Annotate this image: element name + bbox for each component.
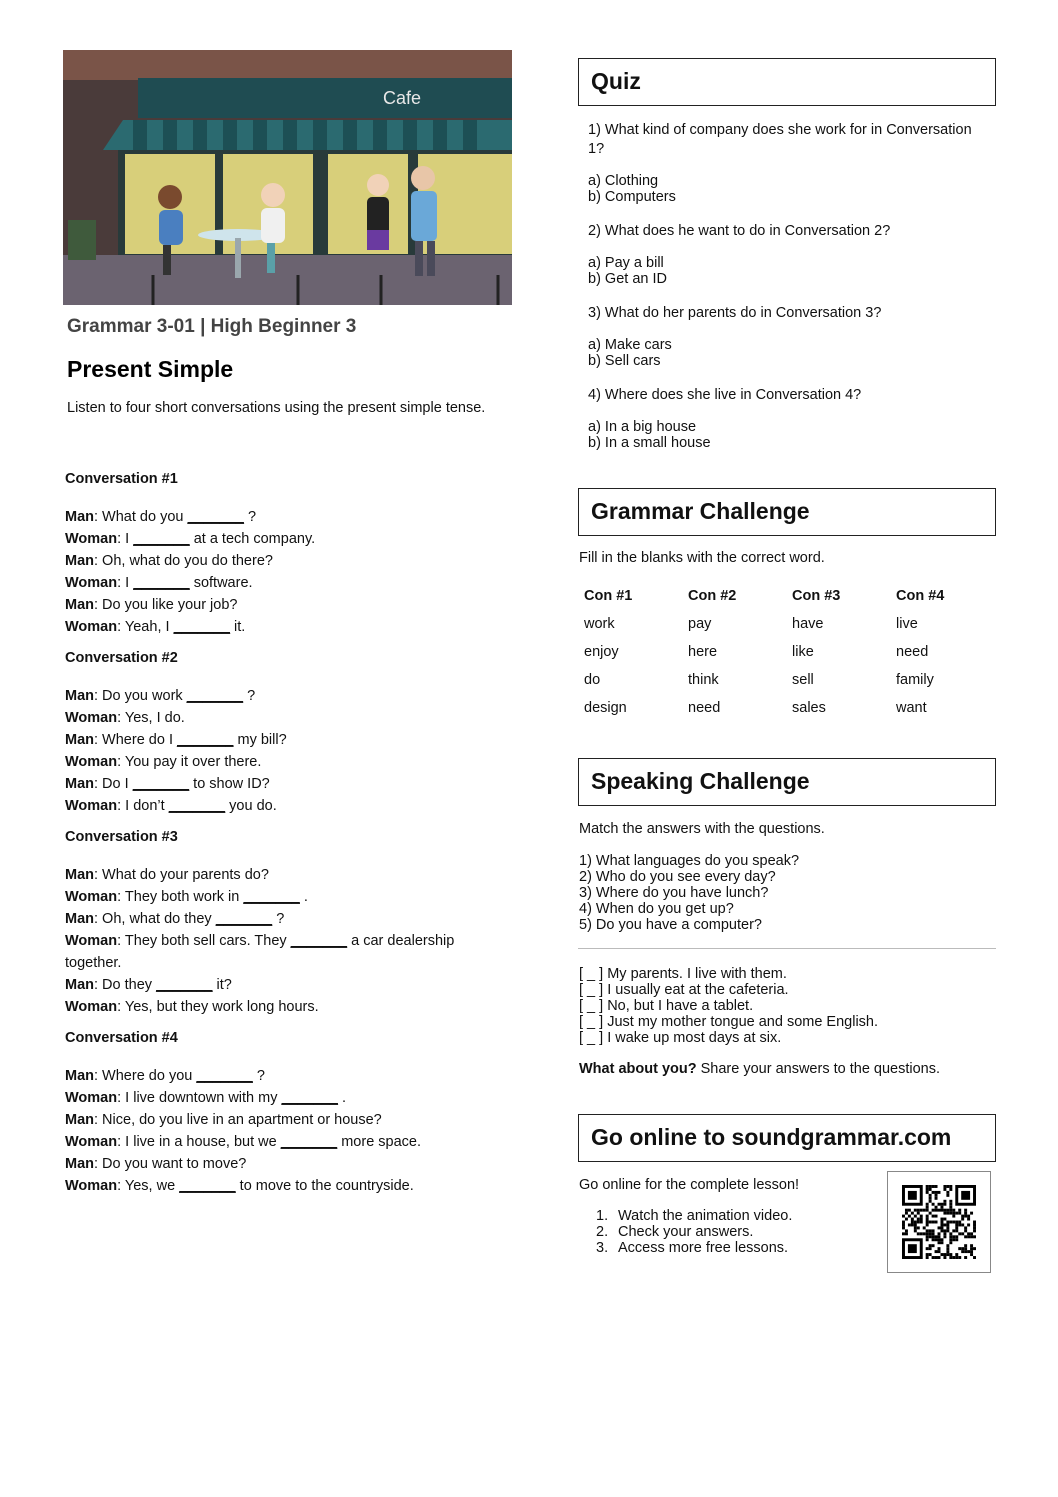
word-cell: need <box>896 644 929 660</box>
cafe-sign-text: Cafe <box>383 88 422 108</box>
line-text-after: ? <box>243 688 256 704</box>
word-cell: live <box>896 616 918 632</box>
dialogue-line <box>65 1131 505 1153</box>
dialogue-line <box>65 1109 505 1131</box>
step-text: Watch the animation video. <box>618 1208 793 1224</box>
online-step <box>596 1208 792 1224</box>
line-text: : Oh, what do you do there? <box>94 553 273 569</box>
speaker-name: Man <box>65 977 94 993</box>
what-about-label: What about you? <box>579 1061 697 1077</box>
step-text: Check your answers. <box>618 1224 754 1240</box>
dialogue-line <box>65 506 505 528</box>
dialogue-line <box>65 528 505 550</box>
online-step <box>596 1240 792 1256</box>
column-header: Con #4 <box>896 588 945 604</box>
line-text: : I <box>117 575 134 591</box>
speaker-name: Woman <box>65 754 118 770</box>
table-row <box>578 694 994 722</box>
dialogue-line <box>65 795 505 817</box>
step-number: 3. <box>596 1240 609 1256</box>
quiz-heading: Quiz <box>578 58 996 106</box>
dialogue-line <box>65 886 505 908</box>
quiz-question: 3) What do her parents do in Conversation 3? <box>588 305 882 321</box>
speaker-name: Woman <box>65 999 118 1015</box>
divider <box>578 948 996 949</box>
quiz-questions <box>588 121 988 468</box>
line-text-after: at a tech company. <box>189 531 316 547</box>
step-number: 2. <box>596 1224 609 1240</box>
dialogue-line <box>65 1175 505 1197</box>
fill-blank[interactable]: _______ <box>281 1090 338 1106</box>
speaker-name: Woman <box>65 889 118 905</box>
speaking-question: 2) Who do you see every day? <box>579 869 776 885</box>
word-cell: sales <box>792 700 826 716</box>
speaker-name: Man <box>65 1156 94 1172</box>
lesson-subtitle: Grammar 3-01 | High Beginner 3 <box>67 316 357 337</box>
lesson-intro: Listen to four short conversations using the present simple tense. <box>67 400 486 416</box>
fill-blank[interactable]: _______ <box>177 732 234 748</box>
line-text: : Yes, I do. <box>117 710 185 726</box>
speaking-answer[interactable]: [ _ ] No, but I have a tablet. <box>579 998 754 1014</box>
speaking-challenge-heading: Speaking Challenge <box>578 758 996 806</box>
speaker-name: Man <box>65 597 94 613</box>
speaker-name: Man <box>65 1112 94 1128</box>
speaker-name: Woman <box>65 933 118 949</box>
word-bank-table <box>578 582 994 722</box>
word-cell: work <box>584 616 615 632</box>
line-text-after: my bill? <box>233 732 287 748</box>
dialogue-line <box>65 773 505 795</box>
step-number: 1. <box>596 1208 609 1224</box>
speaking-answer[interactable]: [ _ ] Just my mother tongue and some English. <box>579 1014 879 1030</box>
what-about-you <box>579 1061 940 1077</box>
speaker-name: Man <box>65 867 94 883</box>
line-text: : You pay it over there. <box>117 754 262 770</box>
line-text: : What do your parents do? <box>94 867 269 883</box>
speaker-name: Man <box>65 776 94 792</box>
what-about-text: Share your answers to the questions. <box>696 1061 941 1077</box>
lesson-title: Present Simple <box>67 356 234 382</box>
fill-blank[interactable]: _______ <box>186 688 244 704</box>
table-row <box>578 666 994 694</box>
line-text: : Do they <box>94 977 157 993</box>
speaker-name: Woman <box>65 619 118 635</box>
line-text-after: it. <box>230 619 246 635</box>
line-text: : I live in a house, but we <box>117 1134 281 1150</box>
go-online-heading: Go online to soundgrammar.com <box>578 1114 996 1162</box>
online-step <box>596 1224 792 1240</box>
speaker-name: Woman <box>65 1178 118 1194</box>
word-cell: design <box>584 700 627 716</box>
line-text-after: it? <box>212 977 232 993</box>
line-text-after: ? <box>272 911 285 927</box>
dialogue-line <box>65 751 505 773</box>
line-text: : They both sell cars. They <box>117 933 291 949</box>
go-online-text: Go online for the complete lesson! <box>579 1177 800 1193</box>
conversation-heading: Conversation #1 <box>65 471 178 487</box>
dialogue-line <box>65 550 505 572</box>
speaking-question: 4) When do you get up? <box>579 901 734 917</box>
line-text: : Do you like your job? <box>94 597 238 613</box>
quiz-options <box>588 255 988 287</box>
line-text-after: to show ID? <box>189 776 270 792</box>
speaking-answers-list <box>579 966 878 1046</box>
line-text-after: a car dealership together. <box>65 933 455 971</box>
speaker-name: Woman <box>65 531 118 547</box>
speaking-question: 5) Do you have a computer? <box>579 917 762 933</box>
fill-blank[interactable]: _______ <box>173 619 231 635</box>
dialogue-line <box>65 1087 505 1109</box>
conversation-heading: Conversation #4 <box>65 1030 178 1046</box>
fill-blank[interactable]: _______ <box>290 933 348 949</box>
line-text: : I live downtown with my <box>117 1090 282 1106</box>
quiz-question: 2) What does he want to do in Conversation 2? <box>588 223 891 239</box>
step-text: Access more free lessons. <box>618 1240 789 1256</box>
speaker-name: Man <box>65 553 94 569</box>
quiz-option-b[interactable]: b) Sell cars <box>588 353 661 369</box>
line-text: : What do you <box>94 509 188 525</box>
quiz-question: 1) What kind of company does she work for in Conversation 1? <box>588 122 972 157</box>
column-header: Con #1 <box>584 588 633 604</box>
fill-blank[interactable]: _______ <box>132 776 190 792</box>
quiz-options <box>588 337 988 369</box>
dialogue-line <box>65 1065 505 1087</box>
quiz-option-a[interactable]: a) Pay a bill <box>588 255 664 271</box>
grammar-instruction: Fill in the blanks with the correct word. <box>579 550 825 566</box>
dialogue-line <box>65 729 505 751</box>
dialogue-line <box>65 996 505 1018</box>
fill-blank[interactable]: _______ <box>187 509 244 525</box>
conversation-heading: Conversation #2 <box>65 650 178 666</box>
quiz-options <box>588 173 988 205</box>
word-cell: enjoy <box>584 644 619 660</box>
conversation-1 <box>65 469 505 638</box>
fill-blank[interactable]: _______ <box>133 531 190 547</box>
line-text: : Do you work <box>94 688 187 704</box>
table-row <box>578 610 994 638</box>
word-cell: need <box>688 700 721 716</box>
speaker-name: Man <box>65 509 94 525</box>
line-text-after: . <box>299 889 308 905</box>
conversation-heading: Conversation #3 <box>65 829 178 845</box>
dialogue-line <box>65 974 505 996</box>
line-text-after: to move to the countryside. <box>235 1178 414 1194</box>
fill-blank[interactable]: _______ <box>133 575 190 591</box>
dialogue-line <box>65 572 505 594</box>
line-text-after: ? <box>243 509 257 525</box>
speaking-instruction: Match the answers with the questions. <box>579 821 825 837</box>
speaker-name: Woman <box>65 575 118 591</box>
fill-blank[interactable]: _______ <box>168 798 226 814</box>
speaker-name: Man <box>65 732 94 748</box>
dialogue-line <box>65 594 505 616</box>
word-cell: have <box>792 616 824 632</box>
fill-blank[interactable]: _______ <box>215 911 273 927</box>
dialogue-line <box>65 685 505 707</box>
speaking-question: 3) Where do you have lunch? <box>579 885 769 901</box>
line-text: : Yeah, I <box>117 619 174 635</box>
dialogue-line <box>65 908 505 930</box>
word-cell: here <box>688 644 718 660</box>
line-text: : Yes, we <box>117 1178 180 1194</box>
line-text-after: software. <box>189 575 253 591</box>
line-text: : I <box>117 531 134 547</box>
line-text: : Oh, what do they <box>94 911 216 927</box>
speaking-question: 1) What languages do you speak? <box>579 853 800 869</box>
line-text: : Do I <box>94 776 133 792</box>
word-cell: like <box>792 644 814 660</box>
speaking-questions-list <box>579 853 799 933</box>
dialogue-line <box>65 707 505 729</box>
conversation-2 <box>65 648 505 817</box>
dialogue-line <box>65 930 505 974</box>
word-cell: do <box>584 672 601 688</box>
line-text: : Do you want to move? <box>94 1156 247 1172</box>
cafe-scene-illustration <box>63 50 512 305</box>
word-cell: think <box>688 672 719 688</box>
qr-code[interactable] <box>887 1171 991 1273</box>
conversation-4 <box>65 1028 505 1197</box>
quiz-option-a[interactable]: a) Make cars <box>588 337 672 353</box>
word-cell: family <box>896 672 934 688</box>
line-text: : Nice, do you live in an apartment or house? <box>94 1112 382 1128</box>
speaker-name: Woman <box>65 710 118 726</box>
quiz-options <box>588 419 988 451</box>
fill-blank[interactable]: _______ <box>156 977 213 993</box>
line-text-after: ? <box>252 1068 265 1084</box>
word-cell: pay <box>688 616 712 632</box>
go-online-steps <box>596 1208 792 1256</box>
speaker-name: Woman <box>65 798 118 814</box>
conversations <box>65 469 505 1207</box>
line-text: : They both work in <box>117 889 244 905</box>
fill-blank[interactable]: _______ <box>179 1178 236 1194</box>
speaker-name: Woman <box>65 1134 118 1150</box>
speaker-name: Woman <box>65 1090 118 1106</box>
speaking-answer[interactable]: [ _ ] I wake up most days at six. <box>579 1030 782 1046</box>
fill-blank[interactable]: _______ <box>196 1068 253 1084</box>
line-text: : Where do I <box>94 732 178 748</box>
quiz-option-b[interactable]: b) Computers <box>588 189 676 205</box>
hero-image <box>63 50 512 305</box>
line-text: : I don’t <box>117 798 169 814</box>
speaking-answer[interactable]: [ _ ] I usually eat at the cafeteria. <box>579 982 789 998</box>
dialogue-line <box>65 616 505 638</box>
quiz-option-b[interactable]: b) Get an ID <box>588 271 667 287</box>
line-text-after: more space. <box>337 1134 422 1150</box>
quiz-option-a[interactable]: a) Clothing <box>588 173 659 189</box>
speaking-answer[interactable]: [ _ ] My parents. I live with them. <box>579 966 787 982</box>
conversation-3 <box>65 827 505 1018</box>
line-text-after: you do. <box>225 798 277 814</box>
word-cell: sell <box>792 672 814 688</box>
speaker-name: Man <box>65 911 94 927</box>
qr-code-icon <box>902 1185 976 1259</box>
speaker-name: Man <box>65 1068 94 1084</box>
dialogue-line <box>65 864 505 886</box>
word-cell: want <box>896 700 927 716</box>
fill-blank[interactable]: _______ <box>243 889 300 905</box>
grammar-challenge-heading: Grammar Challenge <box>578 488 996 536</box>
line-text: : Yes, but they work long hours. <box>117 999 319 1015</box>
fill-blank[interactable]: _______ <box>280 1134 338 1150</box>
line-text-after: . <box>337 1090 347 1106</box>
quiz-option-b[interactable]: b) In a small house <box>588 435 711 451</box>
dialogue-line <box>65 1153 505 1175</box>
column-header: Con #2 <box>688 588 737 604</box>
quiz-option-a[interactable]: a) In a big house <box>588 419 697 435</box>
quiz-question: 4) Where does she live in Conversation 4? <box>588 387 862 403</box>
speaker-name: Man <box>65 688 94 704</box>
table-row <box>578 638 994 666</box>
line-text: : Where do you <box>94 1068 197 1084</box>
column-header: Con #3 <box>792 588 841 604</box>
